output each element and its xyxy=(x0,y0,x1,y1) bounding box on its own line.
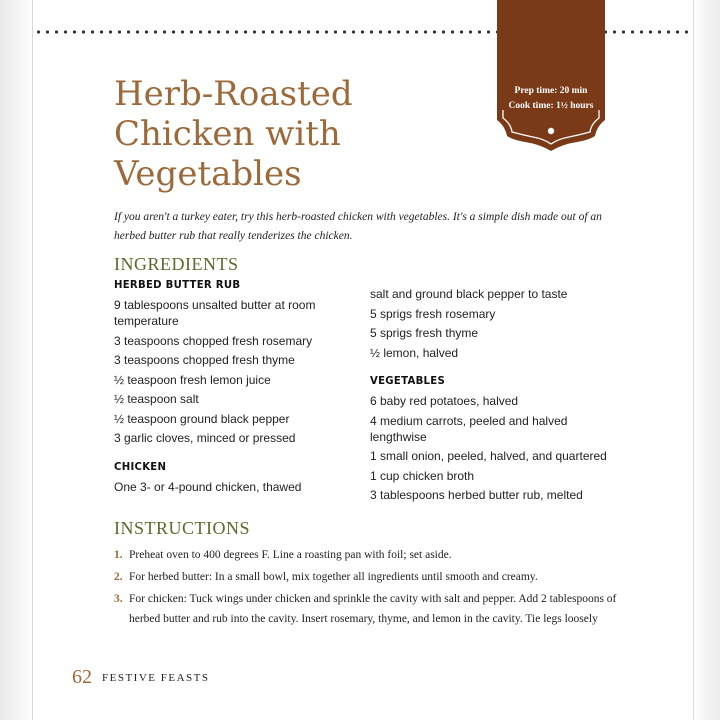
step-text: For herbed butter: In a small bowl, mix together all ingredients until smooth and creamy. xyxy=(129,571,538,583)
list-item: ½ teaspoon fresh lemon juice xyxy=(114,372,271,387)
page-edge-left xyxy=(0,0,33,720)
step-number: 1. xyxy=(114,549,123,561)
list-item: 5 sprigs fresh thyme xyxy=(370,326,479,340)
vegetables-list xyxy=(370,393,610,503)
step-number: 3. xyxy=(114,593,123,605)
instructions-heading: INSTRUCTIONS xyxy=(114,518,251,538)
ingredients-heading: INGREDIENTS xyxy=(114,254,239,274)
list-item: 5 sprigs fresh rosemary xyxy=(370,306,496,321)
page-number: 62 xyxy=(72,666,92,688)
group-heading-herbed-butter-rub: HERBED BUTTER RUB xyxy=(114,278,241,291)
instructions-list xyxy=(114,545,634,631)
list-item: salt and ground black pepper to taste xyxy=(370,287,568,301)
page-footer xyxy=(72,666,210,689)
ribbon-text xyxy=(497,84,605,114)
list-item: 3 garlic cloves, minced or pressed xyxy=(114,431,296,445)
list-item: 9 tablespoons unsalted butter at room temperature xyxy=(114,298,316,328)
step-text: For chicken: Tuck wings under chicken and sprinkle the cavity with salt and pepper. Add 2 tablespoons of herbed butter and rub into the cavity. Insert rosemary, thyme, and lemon in the cavity. Tie legs loosely xyxy=(129,593,617,625)
title-line-1: Herb-Roasted xyxy=(114,74,353,114)
list-item: 1 cup chicken broth xyxy=(370,468,475,483)
ribbon-shape xyxy=(497,0,605,152)
herbed-butter-rub-list xyxy=(114,297,354,446)
list-item: ½ teaspoon ground black pepper xyxy=(114,411,290,426)
book-section-title: FESTIVE FEASTS xyxy=(102,671,210,684)
title-line-2: Chicken with xyxy=(114,114,341,154)
instruction-step xyxy=(114,567,634,587)
time-ribbon xyxy=(497,0,605,152)
list-item: One 3- or 4-pound chicken, thawed xyxy=(114,479,302,494)
list-item: 1 small onion, peeled, halved, and quartered xyxy=(370,449,607,463)
recipe-intro: If you aren't a turkey eater, try this herb-roasted chicken with vegetables. It's a simple dish made out of an herbed butter rub that really tenderizes the chicken. xyxy=(114,211,602,242)
cook-time: Cook time: 1½ hours xyxy=(508,101,594,111)
ribbon-dot xyxy=(548,128,554,134)
step-number: 2. xyxy=(114,571,123,583)
instruction-step xyxy=(114,545,634,565)
ingredients-column-left xyxy=(114,278,354,498)
group-heading-chicken: CHICKEN xyxy=(114,459,167,473)
list-item: 6 baby red potatoes, halved xyxy=(370,394,519,408)
group-heading-vegetables: VEGETABLES xyxy=(370,374,446,387)
page-edge-right xyxy=(693,0,720,720)
chicken-list-part-2 xyxy=(370,286,610,361)
step-text: Preheat oven to 400 degrees F. Line a roasting pan with foil; set aside. xyxy=(129,549,452,561)
list-item: ½ lemon, halved xyxy=(370,345,459,360)
list-item: 4 medium carrots, peeled and halved lengthwise xyxy=(370,413,568,444)
title-line-3: Vegetables xyxy=(114,154,302,194)
list-item: 3 tablespoons herbed butter rub, melted xyxy=(370,488,583,502)
prep-time: Prep time: 20 min xyxy=(514,86,588,96)
ingredients-column-right xyxy=(370,286,610,507)
recipe-title xyxy=(114,74,474,194)
list-item: ½ teaspoon salt xyxy=(114,392,199,406)
list-item: 3 teaspoons chopped fresh thyme xyxy=(114,353,295,367)
chicken-list-part-1 xyxy=(114,479,354,495)
list-item: 3 teaspoons chopped fresh rosemary xyxy=(114,333,313,348)
instruction-step xyxy=(114,589,634,629)
